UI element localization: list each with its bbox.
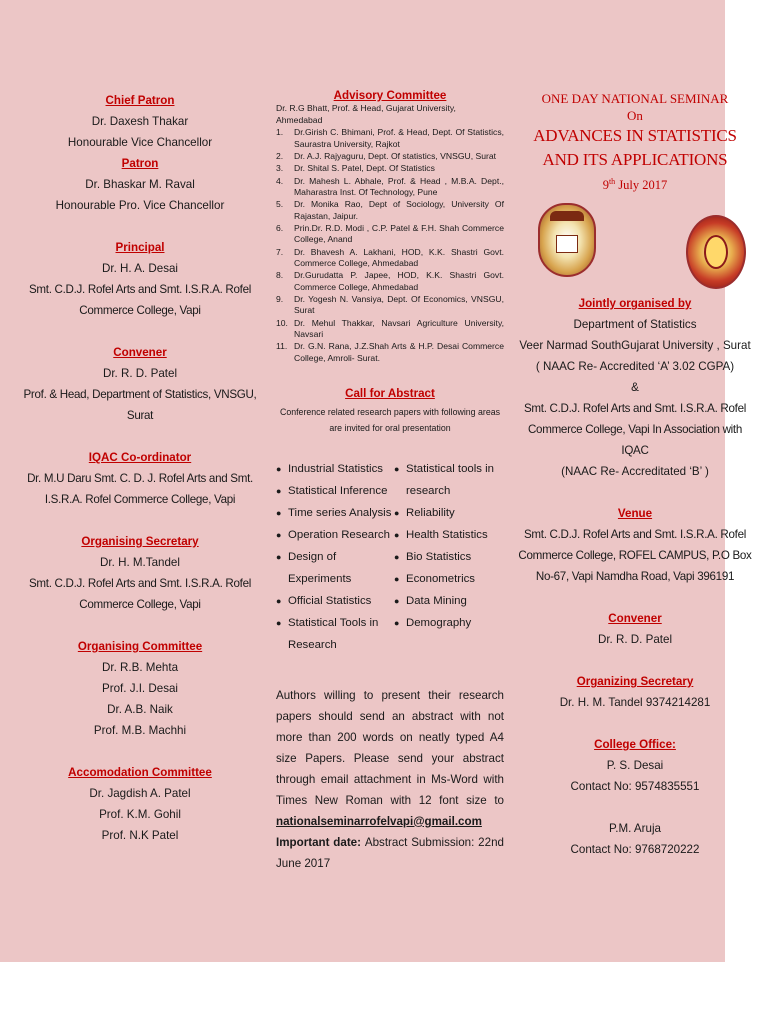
chief-patron-name: Dr. Daxesh Thakar (91, 115, 189, 128)
topics-list (276, 458, 504, 656)
accomodation-committee-member: Prof. K.M. Gohil (99, 808, 181, 821)
convener-name: Dr. R. D. Patel (102, 367, 178, 380)
patron-role: Honourable Pro. Vice Chancellor (55, 199, 225, 212)
bullet-icon: ● (394, 507, 400, 518)
chief-patron-role: Honourable Vice Chancellor (67, 136, 213, 149)
principal-heading: Principal (115, 241, 165, 254)
right-convener-heading: Convener (608, 612, 662, 626)
bullet-icon: ● (276, 507, 282, 518)
topic-item (394, 590, 504, 612)
topic-item (394, 524, 504, 546)
organising-committee-heading: Organising Committee (77, 640, 203, 653)
topic-label: Health Statistics (406, 528, 488, 541)
organizing-secretary-contact: Dr. H. M. Tandel 9374214281 (559, 696, 711, 710)
bullet-icon: ● (276, 595, 282, 606)
organising-committee-member: Dr. A.B. Naik (107, 703, 173, 716)
bullet-icon: ● (394, 617, 400, 628)
seminar-date-month-year: July 2017 (615, 178, 668, 193)
advisory-member-text: Dr. Shital S. Patel, Dept. Of Statistics (294, 163, 435, 174)
jointly-organised-heading: Jointly organised by (578, 297, 692, 311)
topic-label: Bio Statistics (406, 550, 472, 563)
advisory-member (276, 294, 504, 317)
advisory-member-text: Dr. Yogesh N. Vansiya, Dept. Of Economics, VNSGU, Surat (294, 294, 504, 316)
organising-committee-member: Dr. R.B. Mehta (101, 661, 179, 674)
topic-label: Official Statistics (288, 594, 372, 607)
advisory-member-text: Dr. A.J. Rajyaguru, Dept. Of statistics, VNSGU, Surat (294, 150, 497, 161)
advisory-member-text: Dr. Bhavesh A. Lakhani, HOD, K.K. Shastri Govt. Commerce College, Ahmedabad (294, 246, 504, 269)
chief-patron-heading: Chief Patron (105, 94, 175, 107)
advisory-member (276, 151, 504, 162)
patron-heading: Patron (121, 157, 159, 170)
advisory-member-number: 7. (276, 246, 284, 257)
logo-banner (550, 211, 584, 221)
topic-item (276, 458, 394, 480)
topic-item (276, 480, 394, 502)
convener-role: Prof. & Head, Department of Statistics, VNSGU, Surat (23, 388, 257, 422)
right-convener-name: Dr. R. D. Patel (597, 633, 673, 647)
advisory-member (276, 247, 504, 270)
call-for-abstract-heading: Call for Abstract (345, 387, 435, 401)
topic-item (276, 612, 394, 656)
open-book-icon (556, 235, 578, 253)
iqac-text: Dr. M.U Daru Smt. C. D. J. Rofel Arts and Smt. I.S.R.A. Rofel Commerce College, Vapi (27, 472, 253, 506)
topic-label: Operation Research (288, 528, 390, 541)
topic-item (276, 590, 394, 612)
advisory-member-number: 9. (276, 294, 284, 305)
advisory-member-number: 1. (276, 127, 284, 138)
topic-label: Data Mining (406, 594, 467, 607)
advisory-member-text: Dr.Girish C. Bhimani, Prof. & Head, Dept. Of Statistics, Saurastra University, Rajkot (294, 127, 504, 149)
topic-item (394, 458, 504, 502)
topic-label: Industrial Statistics (288, 462, 383, 475)
principal-name: Dr. H. A. Desai (101, 262, 179, 275)
submission-instructions (276, 685, 504, 874)
advisory-member-text: Dr. Mahesh L. Abhale, Prof. & Head , M.B.A. Dept., Maharastra Inst. Of Technology, Pune (294, 175, 504, 197)
advisory-committee-list (276, 127, 504, 364)
topic-label: Statistical tools in research (406, 462, 494, 497)
topic-item (276, 502, 394, 524)
office-contact-phone: Contact No: 9768720222 (570, 843, 700, 857)
bullet-icon: ● (394, 551, 400, 562)
seminar-date-day: 9 (602, 178, 609, 193)
organizing-secretary-heading: Organizing Secretary (576, 675, 694, 689)
seminar-date (518, 172, 752, 195)
jointly-line: ( NAAC Re- Accredited ‘A’ 3.02 CGPA) (535, 360, 735, 374)
topic-label: Reliability (406, 506, 455, 519)
advisory-member (276, 318, 504, 341)
topics-left-column (276, 458, 394, 656)
important-date-label: Important date: (276, 835, 361, 849)
contact-email-link[interactable]: nationalseminarrofelvapi@gmail.com (276, 814, 482, 828)
principal-college: Smt. C.D.J. Rofel Arts and Smt. I.S.R.A. Rofel Commerce College, Vapi (28, 283, 251, 317)
bullet-icon: ● (394, 529, 400, 540)
topic-item (276, 546, 394, 590)
jointly-line: Department of Statistics (573, 318, 697, 332)
seminar-date-suffix: th (608, 177, 616, 186)
organising-secretary-name: Dr. H. M.Tandel (100, 556, 180, 569)
bullet-icon: ● (276, 551, 282, 562)
accomodation-committee-member: Prof. N.K Patel (101, 829, 179, 842)
patron-name: Dr. Bhaskar M. Raval (85, 178, 195, 191)
bullet-icon: ● (276, 485, 282, 496)
advisory-member-number: 10. (276, 317, 288, 328)
jointly-line: Smt. C.D.J. Rofel Arts and Smt. I.S.R.A. Rofel Commerce College, Vapi In Association with IQAC (523, 402, 746, 458)
advisory-member-number: 11. (276, 341, 288, 352)
vnsgu-university-logo (686, 215, 746, 289)
jointly-line: (NAAC Re- Accreditated ‘B’ ) (561, 465, 709, 479)
advisory-member (276, 223, 504, 246)
organising-committee-member: Prof. M.B. Machhi (93, 724, 187, 737)
advisory-lead-member: Dr. R.G Bhatt, Prof. & Head, Gujarat University, Ahmedabad (276, 103, 456, 125)
topic-label: Statistical Tools in Research (288, 616, 379, 651)
college-office-heading: College Office: (594, 738, 676, 752)
advisory-member-number: 6. (276, 222, 284, 233)
advisory-member-number: 8. (276, 270, 284, 281)
iqac-heading: IQAC Co-ordinator (88, 451, 192, 464)
convener-heading: Convener (113, 346, 167, 359)
advisory-member-number: 5. (276, 199, 284, 210)
bullet-icon: ● (394, 595, 400, 606)
topics-right-column (394, 458, 504, 656)
topic-label: Statistical Inference (288, 484, 388, 497)
venue-heading: Venue (617, 507, 653, 521)
advisory-member (276, 127, 504, 150)
advisory-member-number: 2. (276, 150, 284, 161)
accomodation-committee-heading: Accomodation Committee (68, 766, 212, 779)
advisory-member (276, 341, 504, 364)
topic-item (394, 502, 504, 524)
advisory-member (276, 176, 504, 199)
venue-address: Smt. C.D.J. Rofel Arts and Smt. I.S.R.A. Rofel Commerce College, ROFEL CAMPUS, P.O Box No-67, Vapi Namdha Road, Vapi 396191 (518, 528, 752, 584)
seminar-on: On (627, 108, 643, 123)
jointly-line: Veer Narmad SouthGujarat University , Surat (519, 339, 751, 353)
advisory-member-text: Dr. G.N. Rana, J.Z.Shah Arts & H.P. Desai Commerce College, Amroli- Surat. (294, 341, 504, 363)
logos-row (518, 195, 752, 293)
office-contact-phone: Contact No: 9574835551 (570, 780, 700, 794)
advisory-member (276, 199, 504, 222)
accomodation-committee-member: Dr. Jagdish A. Patel (89, 787, 191, 800)
topic-item (276, 524, 394, 546)
advisory-member-text: Dr. Mehul Thakkar, Navsari Agriculture University, Navsari (294, 317, 504, 340)
bullet-icon: ● (276, 529, 282, 540)
submission-text: Authors willing to present their research papers should send an abstract with not more than 200 words on neatly typed A4 size Papers. Please send your abstract through email attachment in Ms-Word with Times New Roman with 12 font size to (276, 688, 504, 807)
right-column (518, 90, 752, 860)
left-column (20, 90, 260, 846)
office-contact-name: P.M. Aruja (609, 822, 661, 836)
advisory-member (276, 163, 504, 174)
advisory-member-number: 4. (276, 175, 284, 186)
topic-label: Demography (406, 616, 472, 629)
topic-label: Design of Experiments (288, 550, 352, 585)
advisory-member-text: Dr.Gurudatta P. Japee, HOD, K.K. Shastri Govt. Commerce College, Ahmedabad (294, 270, 504, 292)
topic-label: Time series Analysis (288, 506, 392, 519)
topic-item (394, 612, 504, 634)
middle-column (276, 90, 504, 874)
emblem-icon (704, 235, 728, 269)
seminar-type: ONE DAY NATIONAL SEMINAR (541, 91, 729, 106)
bullet-icon: ● (394, 463, 400, 474)
advisory-member-text: Dr. Monika Rao, Dept of Sociology, University Of Rajastan, Jaipur. (294, 199, 504, 221)
topic-item (394, 546, 504, 568)
bullet-icon: ● (276, 617, 282, 628)
organising-secretary-heading: Organising Secretary (81, 535, 199, 548)
bullet-icon: ● (394, 573, 400, 584)
call-for-abstract-subtitle: Conference related research papers with following areas are invited for oral presentation (279, 406, 501, 433)
topic-item (394, 568, 504, 590)
rofel-college-logo (538, 203, 596, 277)
topic-label: Econometrics (406, 572, 476, 585)
advisory-member-number: 3. (276, 163, 284, 174)
seminar-title: ADVANCES IN STATISTICS AND ITS APPLICATIONS (533, 126, 737, 169)
advisory-member (276, 270, 504, 293)
jointly-line: & (631, 381, 639, 395)
office-contact-name: P. S. Desai (606, 759, 664, 773)
important-date-text: Abstract Submission: 22nd June 2017 (276, 835, 504, 870)
advisory-member-text: Prin.Dr. R.D. Modi , C.P. Patel & F.H. Shah Commerce College, Anand (294, 222, 504, 245)
bullet-icon: ● (276, 463, 282, 474)
organising-committee-member: Prof. J.I. Desai (101, 682, 179, 695)
advisory-committee-heading: Advisory Committee (333, 89, 447, 102)
organising-secretary-college: Smt. C.D.J. Rofel Arts and Smt. I.S.R.A. Rofel Commerce College, Vapi (28, 577, 251, 611)
